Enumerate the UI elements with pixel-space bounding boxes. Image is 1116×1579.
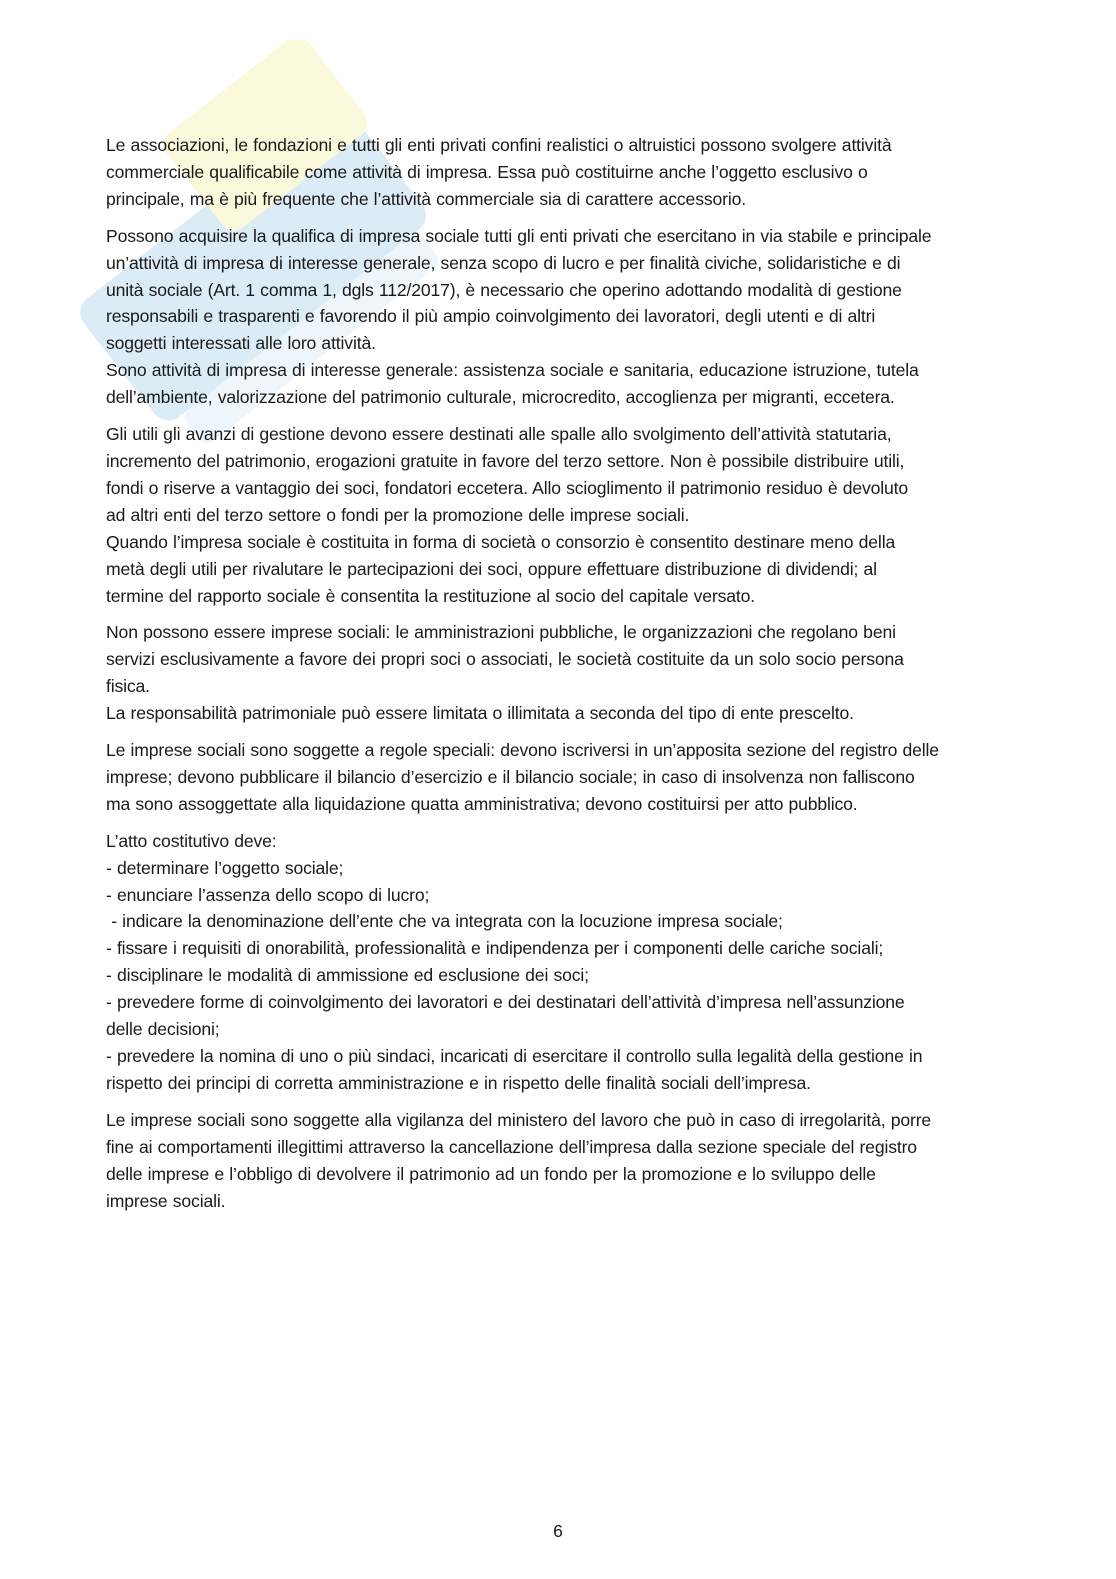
list-item: - disciplinare le modalità di ammissione ed esclusione dei soci; xyxy=(106,965,589,986)
text-line: dell’ambiente, valorizzazione del patrimonio culturale, microcredito, accoglienza per migranti, eccetera. xyxy=(106,387,895,408)
list-item: - prevedere forme di coinvolgimento dei lavoratori e dei destinatari dell’attività d’impresa nell’assunzione xyxy=(106,992,905,1013)
text-line: ad altri enti del terzo settore o fondi per la promozione delle imprese sociali. xyxy=(106,504,690,525)
page-number: 6 xyxy=(553,1521,563,1541)
text-line: Sono attività di impresa di interesse generale: assistenza sociale e sanitaria, educazione istruzione, tutela xyxy=(106,360,919,381)
document-body xyxy=(106,132,1006,1224)
text-line: La responsabilità patrimoniale può essere limitata o illimitata a seconda del tipo di ente prescelto. xyxy=(106,703,854,724)
text-line: principale, ma è più frequente che l’attività commerciale sia di carattere accessorio. xyxy=(106,188,746,209)
list-item: - fissare i requisiti di onorabilità, professionalità e indipendenza per i componenti delle cariche sociali; xyxy=(106,938,884,959)
paragraph-4 xyxy=(106,619,1006,727)
text-line: delle imprese e l’obbligo di devolvere il patrimonio ad un fondo per la promozione e lo sviluppo delle xyxy=(106,1163,876,1184)
text-line: soggetti interessati alle loro attività. xyxy=(106,333,376,354)
list-item: - determinare l’oggetto sociale; xyxy=(106,857,344,878)
text-line: Le imprese sociali sono soggette alla vigilanza del ministero del lavoro che può in caso di irregolarità, porre xyxy=(106,1109,932,1130)
list-item: - indicare la denominazione dell’ente che va integrata con la locuzione impresa sociale; xyxy=(106,911,783,932)
text-line: unità sociale (Art. 1 comma 1, dgls 112/2017), è necessario che operino adottando modalità di gestione xyxy=(106,279,902,300)
paragraph-1 xyxy=(106,132,1006,213)
text-line: fondi o riserve a vantaggio dei soci, fondatori eccetera. Allo scioglimento il patrimonio residuo è devoluto xyxy=(106,477,909,498)
text-line: incremento del patrimonio, erogazioni gratuite in favore del terzo settore. Non è possibile distribuire utili, xyxy=(106,450,905,471)
list-heading: L’atto costitutivo deve: xyxy=(106,830,277,851)
text-line: servizi esclusivamente a favore dei propri soci o associati, le società costituite da un solo socio persona xyxy=(106,649,904,670)
text-line: fisica. xyxy=(106,676,150,697)
text-line: Gli utili gli avanzi di gestione devono essere destinati alle spalle allo svolgimento dell’attività statutaria, xyxy=(106,424,892,445)
text-line: ma sono assoggettate alla liquidazione quatta amministrativa; devono costituirsi per atto pubblico. xyxy=(106,793,858,814)
text-line: termine del rapporto sociale è consentita la restituzione al socio del capitale versato. xyxy=(106,585,756,606)
text-line: imprese sociali. xyxy=(106,1190,226,1211)
text-line: un’attività di impresa di interesse generale, senza scopo di lucro e per finalità civiche, solidaristiche e di xyxy=(106,252,901,273)
text-line: Le imprese sociali sono soggette a regole speciali: devono iscriversi in un’apposita sezione del registro delle xyxy=(106,740,939,761)
list-item-continuation: delle decisioni; xyxy=(106,1019,220,1040)
text-line: responsabili e trasparenti e favorendo il più ampio coinvolgimento dei lavoratori, degli utenti e di altri xyxy=(106,306,876,327)
text-line: Non possono essere imprese sociali: le amministrazioni pubbliche, le organizzazioni che regolano beni xyxy=(106,622,896,643)
list-item: - prevedere la nomina di uno o più sindaci, incaricati di esercitare il controllo sulla legalità della gestione in xyxy=(106,1046,923,1066)
list-item-continuation: rispetto dei principi di corretta amministrazione e in rispetto delle finalità sociali dell’impresa. xyxy=(106,1072,811,1093)
paragraph-2 xyxy=(106,223,1006,411)
paragraph-7 xyxy=(106,1107,1006,1215)
text-line: imprese; devono pubblicare il bilancio d’esercizio e il bilancio sociale; in caso di insolvenza non falliscono xyxy=(106,766,915,787)
text-line: metà degli utili per rivalutare le partecipazioni dei soci, oppure effettuare distribuzione di dividendi; al xyxy=(106,558,877,579)
paragraph-6-list xyxy=(106,828,1006,1097)
text-line: commerciale qualificabile come attività di impresa. Essa può costituirne anche l’oggetto esclusivo o xyxy=(106,161,868,182)
paragraph-5 xyxy=(106,737,1006,818)
text-line: Quando l’impresa sociale è costituita in forma di società o consorzio è consentito destinare meno della xyxy=(106,531,896,552)
paragraph-3 xyxy=(106,421,1006,609)
text-line: Le associazioni, le fondazioni e tutti gli enti privati confini realistici o altruistici possono svolgere attività xyxy=(106,135,892,155)
text-line: fine ai comportamenti illegittimi attraverso la cancellazione dell’impresa dalla sezione speciale del registro xyxy=(106,1136,917,1157)
list-item: - enunciare l’assenza dello scopo di lucro; xyxy=(106,884,430,905)
text-line: Possono acquisire la qualifica di impresa sociale tutti gli enti privati che esercitano in via stabile e principale xyxy=(106,225,932,246)
